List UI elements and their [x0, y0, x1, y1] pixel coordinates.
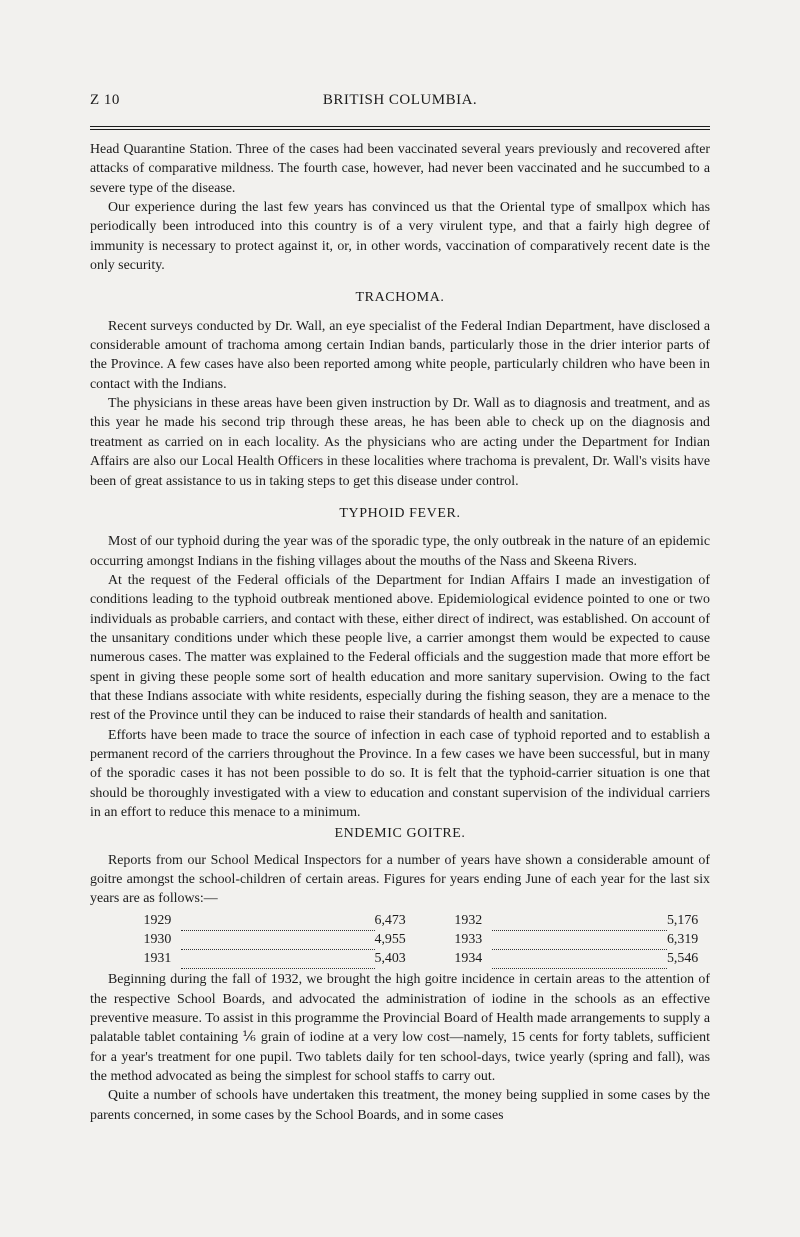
dot-leader	[492, 907, 667, 926]
dot-leader	[181, 945, 375, 964]
paragraph: Our experience during the last few years has convinced us that the Oriental type of smallpox which has periodically been introduced into this country is of a very virulent type, and that a fairly high degree of immunity is necessary to protect against it, or, in other words, vaccination of comparatively recent date is the only security.	[90, 200, 710, 274]
dot-leader	[181, 926, 375, 945]
goitre-figures-table	[90, 911, 710, 970]
dot-leader	[492, 945, 667, 964]
dot-leader	[181, 907, 375, 926]
year-cell: 1933	[454, 932, 483, 948]
header-rule	[90, 126, 710, 130]
count-cell: 5,176	[666, 912, 699, 928]
year-cell: 1932	[454, 912, 483, 928]
count-cell: 5,546	[666, 951, 699, 967]
paragraph: Most of our typhoid during the year was of the sporadic type, the only outbreak in the nature of an epidemic occurring amongst Indians in the fishing villages about the mouths of the Nass and Skeena Rivers.	[90, 534, 710, 569]
paragraph: Efforts have been made to trace the source of infection in each case of typhoid reported and to establish a permanent record of the carriers throughout the Province. In a few cases we have been successful, but in many of the sporadic cases it has not been possible to do so. It is felt that the typhoid-carrier situation is one that should be thoroughly investigated with a view to education and constant supervision of the individual carriers in an effort to reduce this menace to a minimum.	[90, 727, 710, 820]
paragraph: Head Quarantine Station. Three of the cases had been vaccinated several years previously and recovered after attacks of comparative mildness. The fourth case, however, had never been vaccinated and he succumbed to a severe type of the disease.	[90, 142, 710, 196]
count-cell: 6,319	[666, 932, 699, 948]
count-cell: 5,403	[374, 951, 406, 967]
paragraph: At the request of the Federal officials of the Department for Indian Affairs I made an investigation of conditions leading to the typhoid outbreak mentioned above. Epidemiological evidence pointed to one or two individuals as probable carriers, and contact with these, either direct of indirect, was established. On account of the unsanitary conditions under which these people live, a carrier amongst them would be expected to cause numerous cases. The matter was explained to the Federal officials and the suggestion made that more effort be spent in giving these people some sort of health education and more sanitary supervision. Owing to the fact that these Indians associate with white residents, especially during the fishing season, they are a menace to the rest of the Province until they can be induced to raise their standards of health and sanitation.	[90, 572, 710, 724]
year-cell: 1930	[143, 932, 172, 948]
paragraph: Recent surveys conducted by Dr. Wall, an eye specialist of the Federal Indian Department, have disclosed a considerable amount of trachoma among certain Indian bands, particularly those in the drier interior parts of the Province. A few cases have also been reported among white people, particularly children who have been in contact with the Indians.	[90, 318, 710, 392]
count-cell: 6,473	[374, 912, 406, 928]
running-title: BRITISH COLUMBIA.	[322, 92, 478, 108]
paragraph: Reports from our School Medical Inspectors for a number of years have shown a considerable amount of goitre amongst the school-children of certain areas. Figures for years ending June of each year for the last six years are as follows:—	[90, 852, 710, 907]
section-heading-typhoid: TYPHOID FEVER.	[339, 505, 461, 521]
paragraph: The physicians in these areas have been given instruction by Dr. Wall as to diagnosis and treatment, and as this year he made his second trip through these areas, he has been able to check up on the diagnosis and treatment as carried on in each locality. As the physicians who are acting under the Department for Indian Affairs are also our Local Health Officers in these localities where trachoma is prevalent, Dr. Wall's visits have been of great assistance to us in taking steps to get this disease under control.	[90, 396, 710, 489]
table-row	[90, 949, 710, 968]
paragraph: Beginning during the fall of 1932, we brought the high goitre incidence in certain areas to the attention of the respective School Boards, and advocated the administration of iodine in the schools as an effective preventive measure. To assist in this programme the Provincial Board of Health made arrangements to supply a palatable tablet containing ⅙ grain of iodine at a very low cost—namely, 15 cents for forty tablets, sufficient for a year's treatment for one pupil. Two tablets daily for ten school-days, twice yearly (spring and fall), was the method advocated as being the simplest for school staffs to carry out.	[90, 972, 710, 1084]
page-header	[90, 92, 710, 112]
document-body	[90, 140, 710, 1125]
section-heading-goitre: ENDEMIC GOITRE.	[334, 826, 466, 842]
year-cell: 1931	[143, 951, 172, 967]
page-number: Z 10	[90, 92, 120, 108]
dot-leader	[492, 926, 667, 945]
count-cell: 4,955	[374, 932, 406, 948]
year-cell: 1934	[454, 951, 483, 967]
paragraph: Quite a number of schools have undertaken this treatment, the money being supplied in some cases by the parents concerned, in some cases by the School Boards, and in some cases	[90, 1088, 710, 1123]
section-heading-trachoma: TRACHOMA.	[355, 290, 445, 306]
year-cell: 1929	[143, 912, 172, 928]
